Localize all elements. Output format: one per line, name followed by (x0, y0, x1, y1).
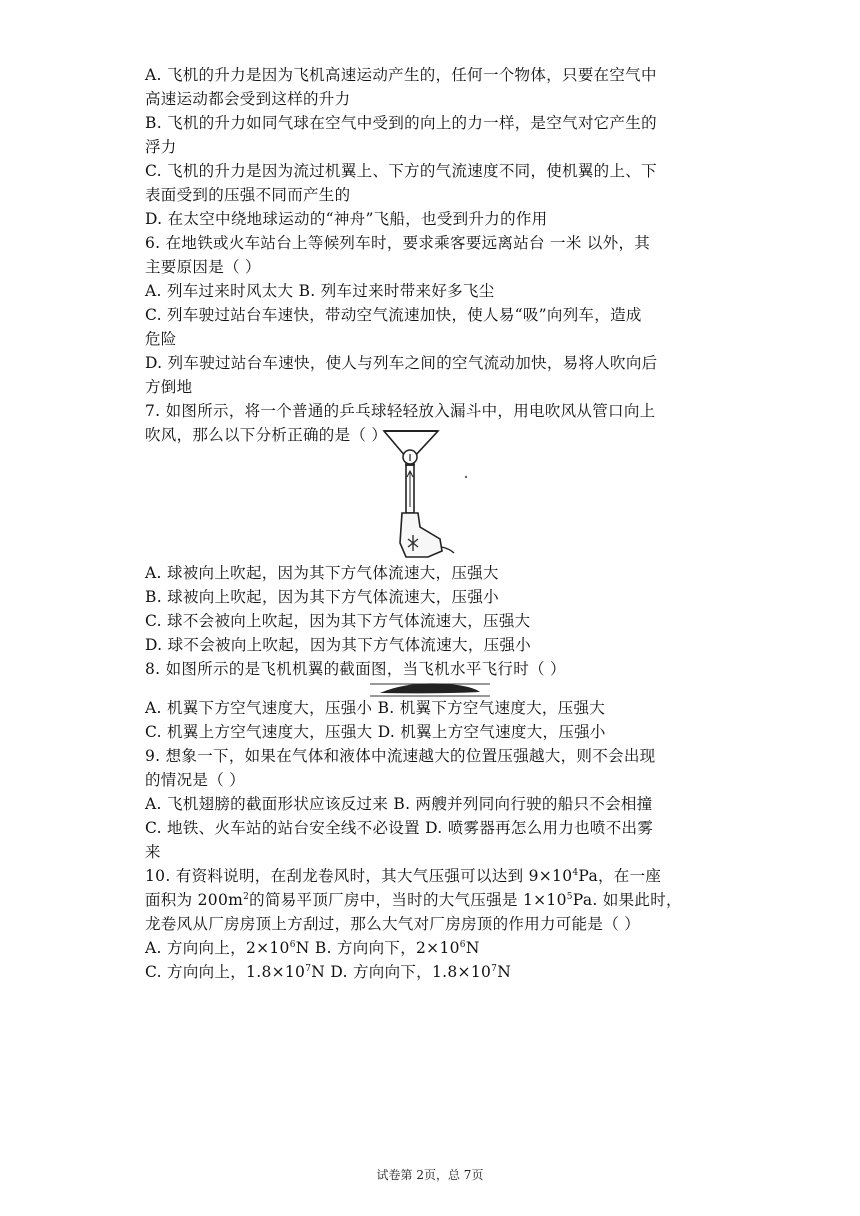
question-9-stem: 9. 想象一下，如果在气体和液体中流速越大的位置压强越大，则不会出现 (145, 747, 656, 765)
text-line: 主要原因是（ ） (145, 258, 261, 276)
text-line: 表面受到的压强不同而产生的 (145, 186, 351, 204)
page-footer: 试卷第 2页，总 7页 (376, 1168, 484, 1182)
text-line: 浮力 (145, 138, 177, 156)
options-8cd: C. 机翼上方空气速度大，压强大 D. 机翼上方空气速度大，压强小 (145, 723, 606, 741)
text-line: 高速运动都会受到这样的升力 (145, 90, 351, 108)
text-line: 危险 (145, 330, 177, 348)
options-10cd: C. 方向向上，$1.8\times 10^7N$ D. 方向向下，$1.8\times 10^7N$ (145, 963, 512, 981)
question-10-stem: 10. 有资料说明，在刮龙卷风时，其大气压强可以达到 $9\times 10^4Pa$，在一座 (145, 867, 662, 885)
text-line: D. 在太空中绕地球运动的“神舟”飞船，也受到升力的作用 (145, 210, 548, 228)
options-10ab: A. 方向向上，$2\times 10^6N$ B. 方向向下，$2\times 10^6N$ (145, 939, 480, 957)
question-8-stem: 8. 如图所示的是飞机机翼的截面图，当飞机水平飞行时（ ） (145, 660, 566, 678)
option-7b: B. 球被向上吹起，因为其下方气体流速大，压强小 (145, 588, 499, 606)
funnel-hair-dryer-figure (370, 427, 470, 561)
text-line: 面积为 $200m^2$的简易平顶厂房中，当时的大气压强是 $1\times 10^5Pa$. 如果此时， (145, 891, 682, 909)
text-line: A. 列车过来时风太大 B. 列车过来时带来好多飞尘 (145, 282, 495, 300)
option-7a: A. 球被向上吹起，因为其下方气体流速大，压强大 (145, 564, 499, 582)
question-6-stem: 6. 在地铁或火车站台上等候列车时，要求乘客要远离站台 一米 以外，其 (145, 234, 651, 252)
options-8ab: A. 机翼下方空气速度大，压强小 B. 机翼下方空气速度大，压强大 (145, 699, 606, 717)
option-7c: C. 球不会被向上吹起，因为其下方气体流速大，压强大 (145, 612, 531, 630)
text-line: A. 飞机的升力是因为飞机高速运动产生的，任何一个物体，只要在空气中 (145, 66, 657, 84)
options-9cd: C. 地铁、火车站的站台安全线不必设置 D. 喷雾器再怎么用力也喷不出雾 (145, 819, 654, 837)
options-9ab: A. 飞机翅膀的截面形状应该反过来 B. 两艘并列同向行驶的船只不会相撞 (145, 795, 653, 813)
text-line: B. 飞机的升力如同气球在空气中受到的向上的力一样，是空气对它产生的 (145, 114, 657, 132)
text-line: 龙卷风从厂房房顶上方刮过，那么大气对厂房房顶的作用力可能是（ ） (145, 915, 641, 933)
text-line: 的情况是（ ） (145, 771, 246, 789)
text-line: 方倒地 (145, 378, 193, 396)
question-7-stem: 7. 如图所示，将一个普通的乒乓球轻轻放入漏斗中，用电吹风从管口向上 (145, 402, 656, 420)
text-line: 吹风，那么以下分析正确的是（ ） (145, 426, 388, 444)
text-line: C. 飞机的升力是因为流过机翼上、下方的气流速度不同，使机翼的上、下 (145, 162, 657, 180)
option-7d: D. 球不会被向上吹起，因为其下方气体流速大，压强小 (145, 636, 532, 654)
text-line: 来 (145, 843, 161, 861)
text-line: D. 列车驶过站台车速快，使人与列车之间的空气流动加快，易将人吹向后 (145, 354, 658, 372)
text-line: C. 列车驶过站台车速快，带动空气流速加快，使人易“吸”向列车，造成 (145, 306, 642, 324)
